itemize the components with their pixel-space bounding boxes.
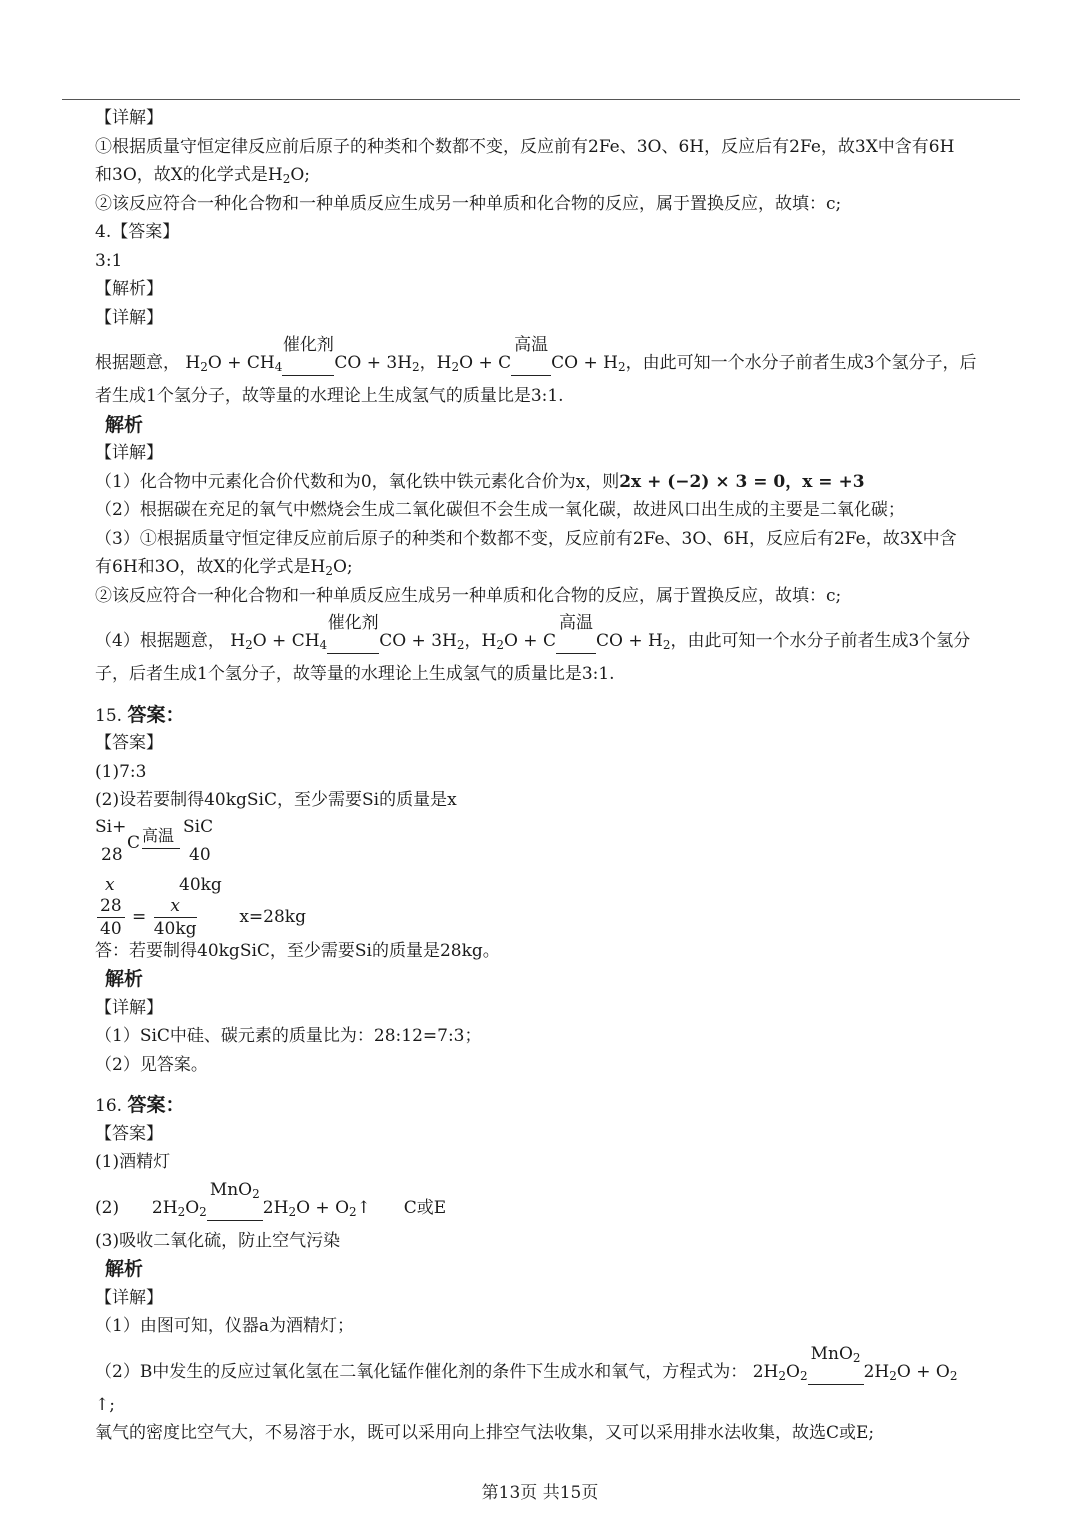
- analysis-heading: 【解析】: [95, 279, 163, 299]
- chemical-equation: $H_2O + CH_4$ 催化剂 CO + $3H_2$: [230, 613, 465, 652]
- page-footer: 第13页 共15页: [481, 1483, 599, 1503]
- paragraph: 氧气的密度比空气大，不易溶于水，既可以采用向上排空气法收集，又可以采用排水法收集，故选C或E;: [95, 1423, 875, 1443]
- paragraph: （2）见答案。: [95, 1054, 208, 1075]
- answer-value: 3:1: [95, 250, 123, 271]
- answer-item: (2) $2H_2O_2$ MnO$_2$ $2H_2O$ + $O_2↑$ C或E: [95, 1179, 447, 1219]
- analysis-title: 解析: [105, 968, 144, 990]
- product-sic: SiC: [183, 816, 214, 837]
- chemical-equation: $H_2O + C$ 高温 CO + $H_2$: [436, 335, 626, 374]
- reaction-condition: 催化剂: [327, 628, 379, 646]
- paragraph: ②该反应符合一种化合物和一种单质反应生成另一种单质和化合物的反应，属于置换反应，故填：c;: [95, 193, 842, 214]
- reaction-condition: MnO$_2$: [808, 1359, 864, 1377]
- result: x=28kg: [239, 906, 306, 927]
- molar-mass-sic: 40: [189, 844, 211, 865]
- detail-heading: 【详解】: [95, 108, 163, 128]
- answer-item: (2)设若要制得40kgSiC，至少需要Si的质量是x: [95, 790, 457, 810]
- chemical-equation: $2H_2O_2$ MnO$_2$ $2H_2O + O_2$: [752, 1343, 958, 1383]
- paragraph: 子，后者生成1个氢分子，故等量的水理论上生成氢气的质量比是3:1.: [95, 664, 615, 684]
- paragraph: ①根据质量守恒定律反应前后原子的种类和个数都不变，反应前有2Fe、3O、6H，反应后有2Fe，故3X中含有6H: [95, 136, 955, 157]
- given-mass: 40kg: [179, 874, 222, 895]
- chemical-equation: $H_2O + C$ 高温 CO + $H_2$: [481, 613, 671, 652]
- paragraph: （1）由图可知，仪器a为酒精灯；: [95, 1316, 354, 1336]
- answer-item: (3)吸收二氧化硫，防止空气污染: [95, 1230, 341, 1251]
- reaction-condition: MnO$_2$: [207, 1195, 263, 1213]
- paragraph: （1）SiC中硅、碳元素的质量比为：28:12=7:3；: [95, 1026, 482, 1046]
- equation-line: （2）B中发生的反应过氧化氢在二氧化锰作催化剂的条件下生成水和氧气，方程式为： $2H_2O_2$ MnO$_2$ $2H_2O + O_2$: [95, 1343, 958, 1383]
- paragraph: ②该反应符合一种化合物和一种单质反应生成另一种单质和化合物的反应，属于置换反应，故填：c;: [95, 585, 842, 606]
- detail-heading: 【详解】: [95, 997, 163, 1018]
- reaction-condition: 高温: [142, 825, 175, 845]
- answer-item: (1)7:3: [95, 761, 147, 782]
- reaction-condition: 催化剂: [282, 350, 334, 368]
- proportion: $\frac{28}{40}$ = $\frac{x}{40kg}$ x=28kg: [95, 895, 306, 940]
- stoichiometry-block: [95, 815, 1040, 937]
- paragraph: （1）化合物中元素化合价代数和为0，氧化铁中铁元素化合价为x，则2x + (−2) × 3 = 0，x = +3: [95, 471, 865, 492]
- final-answer: 答：若要制得40kgSiC，至少需要Si的质量是28kg。: [95, 940, 500, 961]
- analysis-title: 解析: [105, 1258, 144, 1280]
- answer-tag: 【答案】: [95, 1123, 163, 1144]
- chemical-equation: $H_2O + CH_4$ 催化剂 CO + $3H_2$: [185, 335, 420, 374]
- paragraph: （2）根据碳在充足的氧气中燃烧会生成二氧化碳但不会生成一氧化碳，故进风口出生成的主要是二氧化碳；: [95, 500, 905, 520]
- unknown-x: x: [105, 874, 115, 895]
- paragraph: ↑;: [95, 1394, 115, 1415]
- detail-heading: 【详解】: [95, 1287, 163, 1308]
- answer-tag: 【答案】: [95, 733, 163, 753]
- reaction-condition: 高温: [511, 350, 551, 368]
- detail-heading: 【详解】: [95, 443, 163, 463]
- paragraph: 和3O，故X的化学式是$H_2O$;: [95, 165, 310, 186]
- question-4-answer-heading: 4.【答案】: [95, 222, 180, 242]
- question-16-heading: 16. 答案：: [95, 1094, 185, 1116]
- equals-bar: [142, 848, 180, 849]
- reactant-si: Si+: [95, 816, 127, 837]
- chemical-equation: $2H_2O_2$ MnO$_2$ $2H_2O$ + $O_2↑$: [151, 1179, 371, 1219]
- detail-heading: 【详解】: [95, 307, 163, 328]
- question-15-heading: 15. 答案：: [95, 703, 185, 726]
- reactant-c: C: [127, 832, 141, 853]
- equation-line: （4）根据题意， $H_2O + CH_4$ 催化剂 CO + $3H_2$，$H_2O + C$ 高温 CO + $H_2$，由此可知一个水分子前者生成3个氢分: [95, 613, 971, 652]
- paragraph: （3）①根据质量守恒定律反应前后原子的种类和个数都不变，反应前有2Fe、3O、6H，反应后有2Fe，故3X中含: [95, 528, 957, 549]
- equation-line: 根据题意， $H_2O + CH_4$ 催化剂 CO + $3H_2$，$H_2O + C$ 高温 CO + $H_2$，由此可知一个水分子前者生成3个氢分子，后: [95, 335, 977, 374]
- paragraph: 有6H和3O，故X的化学式是$H_2O$;: [95, 557, 353, 578]
- answer-item: (1)酒精灯: [95, 1152, 171, 1172]
- reaction-condition: 高温: [556, 628, 596, 646]
- paragraph: 者生成1个氢分子，故等量的水理论上生成氢气的质量比是3:1.: [95, 386, 564, 406]
- page-content: [95, 104, 1040, 1448]
- header-rule: [62, 99, 1020, 100]
- molar-mass-si: 28: [101, 844, 123, 865]
- analysis-title: 解析: [105, 413, 144, 436]
